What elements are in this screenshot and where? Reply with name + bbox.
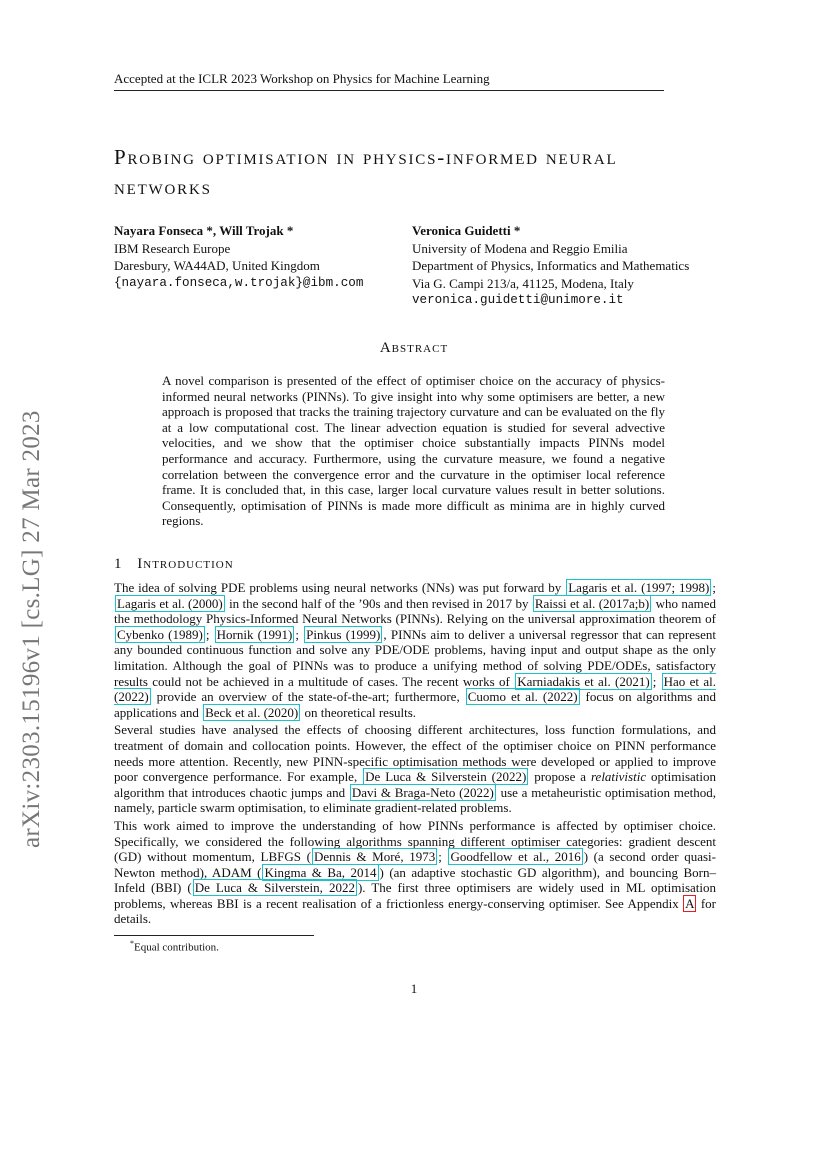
author-email: veronica.guidetti@unimore.it bbox=[412, 293, 624, 308]
title-line-2: networks bbox=[114, 175, 212, 199]
text: The idea of solving PDE problems using neural networks (NNs) was put forward by bbox=[114, 580, 566, 595]
text: optimisation algorithm that introduces chaotic jumps and bbox=[114, 769, 717, 800]
author-affiliation: IBM Research Europe bbox=[114, 240, 231, 256]
citation-link[interactable]: Goodfellow et al., 2016 bbox=[450, 849, 581, 865]
citation-link[interactable]: Kingma & Ba, 2014 bbox=[264, 864, 377, 880]
citation-link[interactable]: Dennis & Moré, 1973 bbox=[313, 849, 436, 865]
author-department: Department of Physics, Informatics and Mathematics bbox=[412, 258, 690, 274]
text: for details. bbox=[114, 895, 716, 927]
text: ) (a second order quasi-Newton method), ADAM ( bbox=[114, 849, 716, 880]
citation-link[interactable]: Hornik (1991) bbox=[216, 626, 293, 642]
text: ) (an adaptive stochastic GD algorithm), and bouncing Born–Infeld (BBI) ( bbox=[114, 864, 716, 896]
citation-link[interactable]: Lagaris et al. (2000) bbox=[117, 595, 223, 611]
citation-link[interactable]: Lagaris et al. (1997; 1998) bbox=[568, 580, 710, 595]
appendix-link[interactable]: A bbox=[685, 895, 695, 911]
title-line-1: Probing optimisation in physics-informed neural bbox=[114, 145, 618, 169]
text: ; bbox=[295, 626, 304, 642]
arxiv-stamp: arXiv:2303.15196v1 [cs.LG] 27 Mar 2023 bbox=[18, 410, 45, 848]
text: ). The first three optimisers are widely used in ML optimisation problems, whereas BBI is a recent realisation of a frictionless energy-conserving optimiser. See Appendix bbox=[114, 880, 717, 911]
footnote-rule bbox=[114, 935, 314, 936]
citation-link[interactable]: De Luca & Silverstein (2022) bbox=[365, 769, 527, 785]
paragraph-3 bbox=[114, 818, 716, 927]
text: focus on algorithms and applications and bbox=[114, 689, 716, 720]
text: ; bbox=[652, 673, 661, 689]
text: Several studies have analysed the effects of choosing different architectures, loss function formulations, and treatment of domain and collocation points. However, the effect of the optimiser choice on PINN performance needs more attention. Recently, new PINN-specific optimisation methods were developed or applied to improve poor convergence performance. For example, bbox=[114, 722, 716, 785]
page-number: 1 bbox=[410, 981, 418, 996]
citation-link[interactable]: Karniadakis et al. (2021) bbox=[517, 673, 650, 689]
author-affiliation: University of Modena and Reggio Emilia bbox=[412, 240, 628, 256]
text: ; bbox=[712, 580, 716, 595]
abstract-text: A novel comparison is presented of the effect of optimiser choice on the accuracy of physics-informed neural networks (PINNs). To give insight into why some optimisers are better, a new approach is proposed that tracks the training trajectory curvature and can be evaluated on the fly at a low computational cost. The linear advection equation is studied for several advective velocities, and we show that the optimiser choice substantially impacts PINNs model performance and accuracy. Furthermore, using the curvature measure, we found a negative correlation between the convergence error and the curvature in the optimiser local reference frame. It is concluded that, in this case, larger local curvature values result in better solutions. Consequently, optimisation of PINNs is made more difficult as minima are in highly curved regions. bbox=[162, 373, 665, 529]
author-address: Daresbury, WA44AD, United Kingdom bbox=[114, 258, 320, 274]
footnote-mark: * bbox=[130, 939, 134, 948]
citation-link[interactable]: Beck et al. (2020) bbox=[205, 704, 299, 720]
author-names: Nayara Fonseca *, Will Trojak * bbox=[114, 223, 294, 238]
body-text bbox=[114, 580, 716, 929]
text: on theoretical results. bbox=[301, 704, 417, 720]
section-number: 1 bbox=[114, 556, 123, 572]
emphasis: relativistic bbox=[590, 769, 647, 785]
section-heading bbox=[114, 556, 234, 573]
footnote bbox=[130, 939, 219, 954]
citation-link[interactable]: Davi & Braga-Neto (2022) bbox=[351, 784, 494, 800]
author-names: Veronica Guidetti * bbox=[412, 223, 521, 238]
text: ; bbox=[205, 626, 214, 642]
text: , PINNs aim to deliver a universal regressor that can represent any bounded continuous function and solve any PDE/ODE problems, having input and output shape as the only limitation. Although the goal of PINNs was to produce a unifying method of solving PDE/ODEs, satisfactory results could not be achieved in a multitude of cases. The recent works of bbox=[114, 626, 716, 689]
text: ; bbox=[438, 849, 448, 865]
section-title: Introduction bbox=[137, 556, 234, 572]
text: propose a bbox=[529, 769, 591, 785]
citation-link[interactable]: De Luca & Silverstein, 2022 bbox=[194, 880, 355, 896]
running-header: Accepted at the ICLR 2023 Workshop on Physics for Machine Learning bbox=[114, 71, 664, 91]
text: provide an overview of the state-of-the-art; furthermore, bbox=[151, 689, 465, 705]
citation-link[interactable]: Cybenko (1989) bbox=[117, 626, 203, 642]
citation-link[interactable]: Cuomo et al. (2022) bbox=[467, 689, 578, 705]
text: who named the methodology Physics-Informed Neural Networks (PINNs). Relying on the universal approximation theorem of bbox=[114, 595, 717, 627]
paragraph-2 bbox=[114, 722, 716, 816]
abstract-heading: Abstract bbox=[379, 340, 449, 356]
author-block-right bbox=[412, 222, 722, 310]
author-email: {nayara.fonseca,w.trojak}@ibm.com bbox=[114, 275, 364, 290]
footnote-text: Equal contribution. bbox=[134, 941, 219, 954]
text: in the second half of the ’90s and then revised in 2017 by bbox=[225, 595, 532, 611]
paragraph-1 bbox=[114, 580, 716, 720]
author-block-left bbox=[114, 222, 404, 292]
citation-link[interactable]: Raissi et al. (2017a;b) bbox=[534, 595, 650, 611]
author-address: Via G. Campi 213/a, 41125, Modena, Italy bbox=[412, 275, 634, 291]
paper-title bbox=[114, 142, 724, 202]
citation-link[interactable]: Hao et al. (2022) bbox=[114, 673, 716, 705]
text: This work aimed to improve the understanding of how PINNs performance is affected by optimiser choice. Specifically, we considered the following algorithms spanning different optimiser categories: gradient descent (GD) without momentum, LBFGS ( bbox=[114, 817, 716, 865]
citation-link[interactable]: Pinkus (1999) bbox=[306, 626, 381, 642]
text: use a metaheuristic optimisation method, namely, particle swarm optimisation, to eliminate gradient-related problems. bbox=[114, 784, 717, 816]
